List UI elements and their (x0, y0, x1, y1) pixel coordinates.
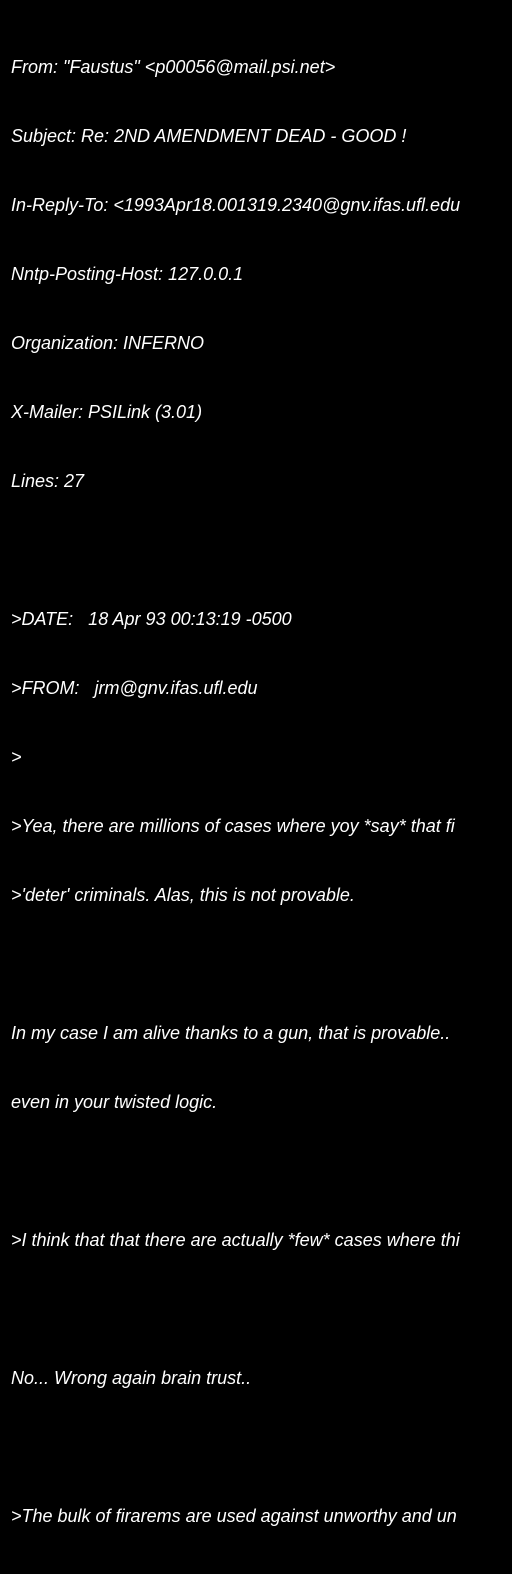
reply-line: No... Wrong again brain trust.. (11, 1368, 252, 1388)
blank-line (11, 539, 460, 562)
quote-line: >'deter' criminals. Alas, this is not provable. (11, 885, 355, 905)
header-organization: Organization: INFERNO (11, 333, 205, 353)
header-subject: Subject: Re: 2ND AMENDMENT DEAD - GOOD ! (11, 126, 407, 146)
reply-line: In my case I am alive thanks to a gun, that is provable.. (11, 1023, 451, 1043)
quote-blank: > (11, 747, 22, 767)
blank-line (11, 1436, 460, 1459)
blank-line (11, 953, 460, 976)
reply-line: even in your twisted logic. (11, 1092, 218, 1112)
header-lines: Lines: 27 (11, 471, 85, 491)
quote-line: >Yea, there are millions of cases where yoy *say* that fi (11, 816, 455, 836)
quote-date: >DATE: 18 Apr 93 00:13:19 -0500 (11, 609, 292, 629)
header-from: From: "Faustus" <p00056@mail.psi.net> (11, 57, 336, 77)
blank-line (11, 1298, 460, 1321)
header-x-mailer: X-Mailer: PSILink (3.01) (11, 402, 203, 422)
header-nntp-posting-host: Nntp-Posting-Host: 127.0.0.1 (11, 264, 244, 284)
blank-line (11, 1160, 460, 1183)
header-in-reply-to: In-Reply-To: <1993Apr18.001319.2340@gnv.ifas.ufl.edu (11, 195, 461, 215)
email-text-block (11, 10, 460, 1574)
quote-line: >The bulk of firarems are used against unworthy and un (11, 1506, 457, 1526)
quote-line: >I think that that there are actually *few* cases where thi (11, 1230, 460, 1250)
quote-from: >FROM: jrm@gnv.ifas.ufl.edu (11, 678, 258, 698)
